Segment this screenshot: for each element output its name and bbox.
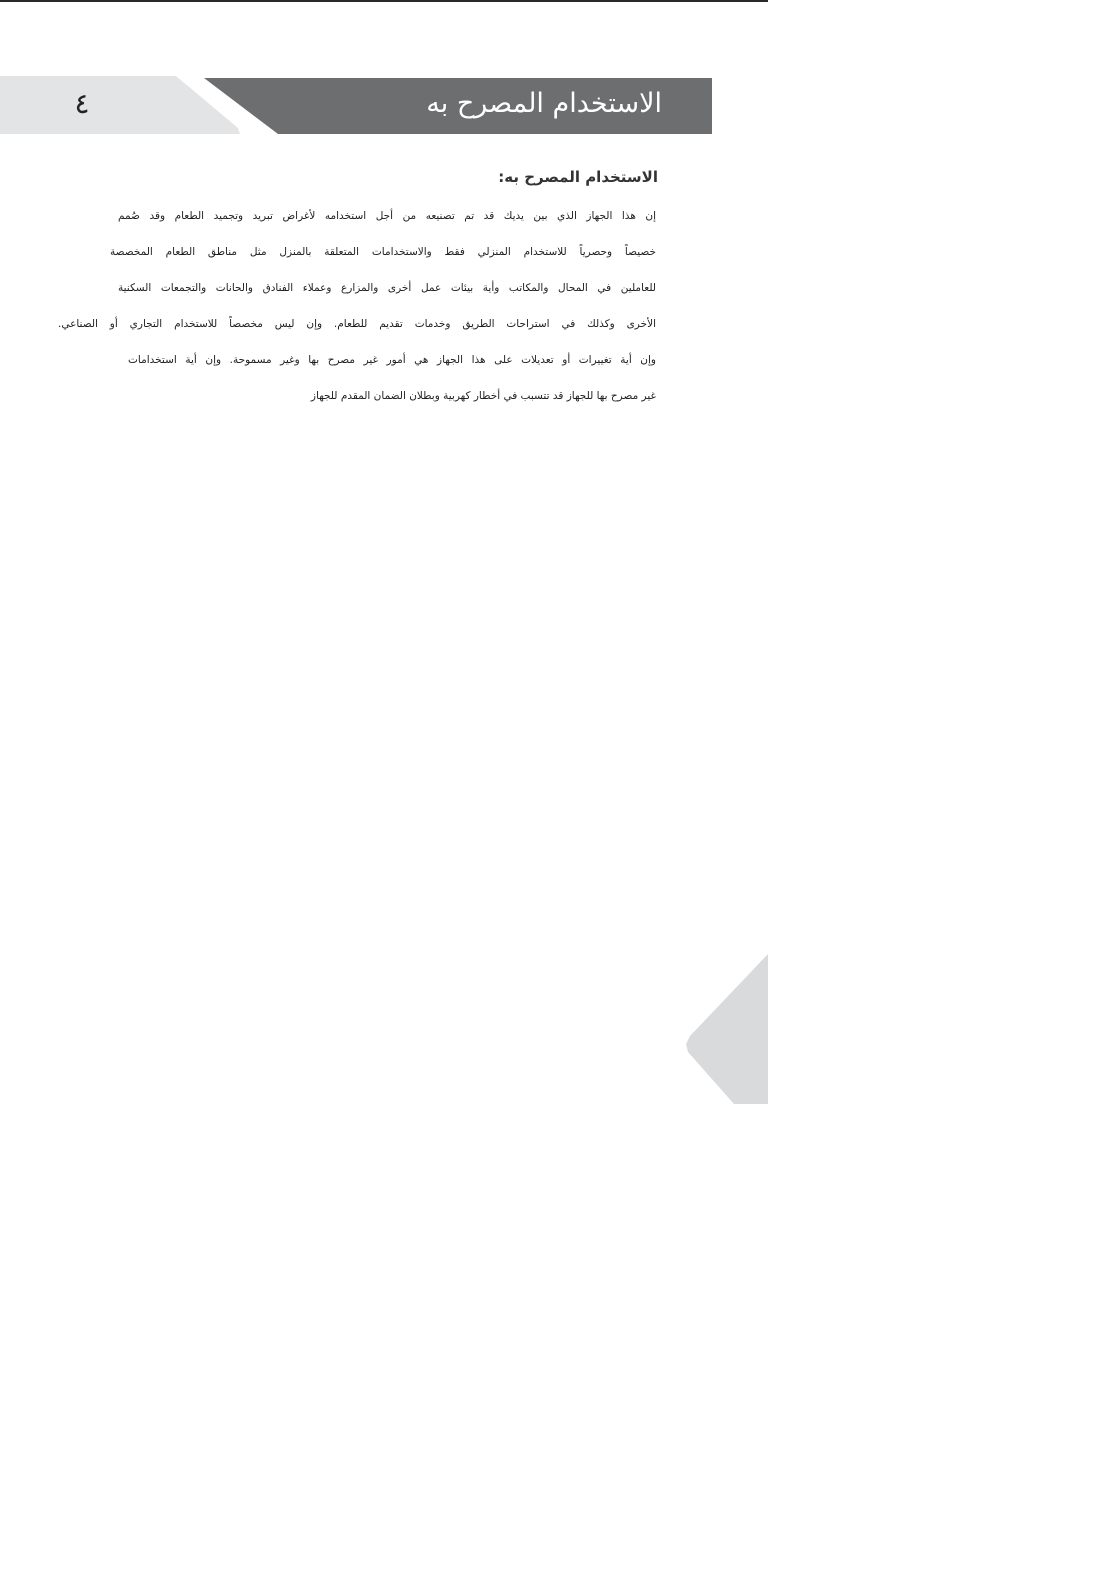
side-tab-marker	[686, 954, 768, 1104]
body-text-line: غير مصرح بها للجهاز قد تتسبب في أخطار كهربية وبطلان الضمان المقدم للجهاز	[310, 390, 656, 402]
page-number: ٤	[74, 87, 90, 120]
page-title: الاستخدام المصرح به	[426, 88, 662, 119]
side-tab-shape	[686, 954, 768, 1104]
header-light-segment	[0, 76, 240, 134]
body-text-line: وإن أية تغييرات أو تعديلات على هذا الجهاز هي أمور غير مصرح بها وغير مسموحة. وإن أية استخدامات	[128, 354, 656, 366]
body-text-line: الأخرى وكذلك في استراحات الطريق وخدمات تقديم للطعام. وإن ليس مخصصاً للاستخدام التجاري أو الصناعي.	[58, 318, 656, 330]
body-text-line: خصيصاً وحصرياً للاستخدام المنزلي فقط والاستخدامات المتعلقة بالمنزل مثل مناطق الطعام المخصصة	[110, 246, 656, 258]
body-text-line: إن هذا الجهاز الذي بين يديك قد تم تصنيعه من أجل استخدامه لأغراض تبريد وتجميد الطعام وقد صُمم	[118, 210, 656, 222]
body-text-line: للعاملين في المحال والمكاتب وأية بيئات عمل أخرى والمزارع وعملاء الفنادق والحانات والتجمعات السكنية	[118, 282, 656, 294]
side-tab-fill	[686, 954, 768, 1104]
top-rule	[0, 0, 768, 2]
section-heading: الاستخدام المصرح به:	[498, 168, 658, 186]
